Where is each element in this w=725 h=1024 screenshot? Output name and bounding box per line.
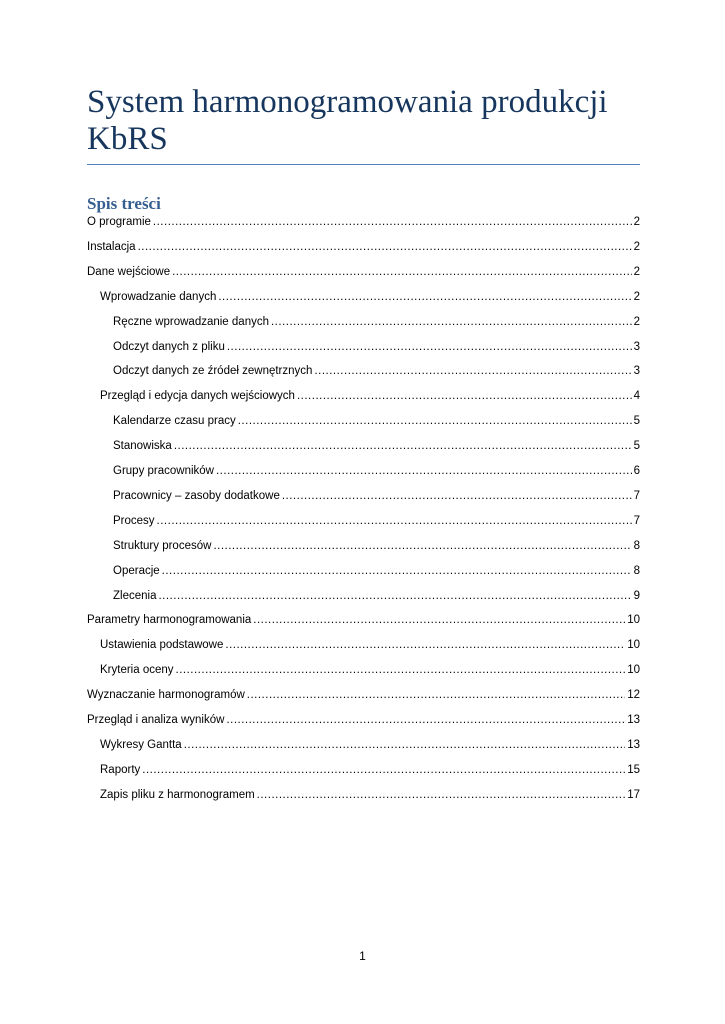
toc-dot-leader — [138, 241, 632, 253]
toc-entry-label: Procesy — [113, 514, 155, 527]
toc-entry[interactable] — [87, 590, 640, 610]
toc-entry-page: 9 — [633, 589, 640, 602]
toc-dot-leader — [213, 540, 631, 552]
toc-entry[interactable] — [87, 789, 640, 809]
toc-entry-page: 2 — [633, 240, 640, 253]
toc-dot-leader — [142, 764, 625, 776]
toc-entry-page: 7 — [633, 514, 640, 527]
toc-entry[interactable] — [87, 266, 640, 286]
toc-entry-page: 2 — [633, 315, 640, 328]
toc-entry[interactable] — [87, 639, 640, 659]
document-title: System harmonogramowania produkcji KbRS — [87, 84, 608, 157]
toc-entry-label: Operacje — [113, 564, 160, 577]
toc-entry-label: Ręczne wprowadzanie danych — [113, 315, 269, 328]
toc-entry-page: 5 — [633, 415, 640, 428]
toc-entry[interactable] — [87, 390, 640, 410]
toc-dot-leader — [297, 390, 632, 402]
toc-entry[interactable] — [87, 515, 640, 535]
toc-entry-page: 3 — [633, 340, 640, 353]
toc-dot-leader — [226, 714, 625, 726]
toc-dot-leader — [227, 341, 632, 353]
toc-entry-page: 7 — [633, 489, 640, 502]
toc-entry[interactable] — [87, 490, 640, 510]
toc-entry[interactable] — [87, 216, 640, 236]
toc-entry-label: Struktury procesów — [113, 539, 212, 552]
toc-entry[interactable] — [87, 365, 640, 385]
toc-dot-leader — [157, 515, 632, 527]
toc-entry-label: Wykresy Gantta — [100, 738, 182, 751]
toc-entry-label: Zapis pliku z harmonogramem — [100, 788, 255, 801]
toc-dot-leader — [176, 664, 626, 676]
toc-dot-leader — [184, 739, 626, 751]
toc-entry-label: Kryteria oceny — [100, 664, 174, 677]
toc-dot-leader — [216, 465, 632, 477]
page-number: 1 — [359, 949, 366, 963]
toc-dot-leader — [172, 266, 631, 278]
toc-entry[interactable] — [87, 764, 640, 784]
toc-entry-label: Instalacja — [87, 240, 136, 253]
toc-entry-label: Przegląd i edycja danych wejściowych — [100, 390, 295, 403]
toc-entry-page: 17 — [627, 788, 640, 801]
toc-entry-label: Wprowadzanie danych — [100, 290, 217, 303]
toc-entry[interactable] — [87, 291, 640, 311]
toc-dot-leader — [253, 614, 625, 626]
toc-entry-label: Odczyt danych ze źródeł zewnętrznych — [113, 365, 313, 378]
toc-entry[interactable] — [87, 739, 640, 759]
toc-entry-label: Przegląd i analiza wyników — [87, 714, 225, 726]
toc-entry[interactable] — [87, 689, 640, 709]
toc-entry-label: Stanowiska — [113, 440, 172, 453]
toc-entry-page: 4 — [633, 390, 640, 403]
title-underline — [87, 164, 640, 165]
toc-entry-label: Ustawienia podstawowe — [100, 639, 224, 652]
toc-entry-page: 10 — [627, 664, 640, 677]
toc-dot-leader — [153, 216, 632, 228]
toc-entry[interactable] — [87, 341, 640, 361]
toc-entry-label: Grupy pracowników — [113, 465, 214, 477]
toc-entry-page: 6 — [633, 465, 640, 477]
toc-entry-label: Wyznaczanie harmonogramów — [87, 689, 245, 702]
toc-entry-label: Zlecenia — [113, 589, 157, 602]
toc-dot-leader — [282, 490, 632, 502]
toc-entry-label: Odczyt danych z pliku — [113, 340, 225, 353]
toc-entry[interactable] — [87, 614, 640, 634]
toc-entry[interactable] — [87, 540, 640, 560]
toc-entry-page: 2 — [633, 265, 640, 278]
toc-entry-label: Kalendarze czasu pracy — [113, 415, 236, 428]
toc-entry-page: 15 — [627, 763, 640, 776]
toc-entry-label: Dane wejściowe — [87, 265, 171, 278]
toc-entry-label: Raporty — [100, 763, 141, 776]
toc-dot-leader — [162, 565, 632, 577]
toc-entry-page: 8 — [633, 539, 640, 552]
toc-entry[interactable] — [87, 664, 640, 684]
toc-dot-leader — [225, 639, 625, 651]
toc-dot-leader — [238, 415, 632, 427]
toc-entry[interactable] — [87, 241, 640, 261]
toc-dot-leader — [247, 689, 625, 701]
toc-entry-page: 13 — [627, 738, 640, 751]
toc-dot-leader — [174, 440, 632, 452]
toc-entry-label: Pracownicy – zasoby dodatkowe — [113, 489, 280, 502]
toc-entry[interactable] — [87, 465, 640, 485]
toc-dot-leader — [271, 316, 632, 328]
toc-entry[interactable] — [87, 440, 640, 460]
toc-dot-leader — [257, 789, 626, 801]
toc-entry-label: Parametry harmonogramowania — [87, 614, 252, 627]
toc-entry-page: 10 — [627, 614, 640, 627]
toc-entry-page: 3 — [633, 365, 640, 378]
toc-entry[interactable] — [87, 565, 640, 585]
toc-entry-page: 5 — [633, 440, 640, 453]
toc-entry-page: 13 — [627, 714, 640, 726]
toc-entry-label: O programie — [87, 216, 151, 228]
toc-entry-page: 10 — [627, 639, 640, 652]
toc-dot-leader — [314, 365, 631, 377]
toc-entry-page: 8 — [633, 564, 640, 577]
toc-dot-leader — [158, 590, 631, 602]
toc-entry[interactable] — [87, 714, 640, 734]
toc-entry[interactable] — [87, 316, 640, 336]
toc-entry-page: 2 — [633, 290, 640, 303]
toc-dot-leader — [218, 291, 631, 303]
toc-entry-page: 12 — [627, 689, 640, 702]
toc-entry-page: 2 — [633, 216, 640, 228]
toc-entry[interactable] — [87, 415, 640, 435]
toc-heading: Spis treści — [87, 194, 161, 213]
